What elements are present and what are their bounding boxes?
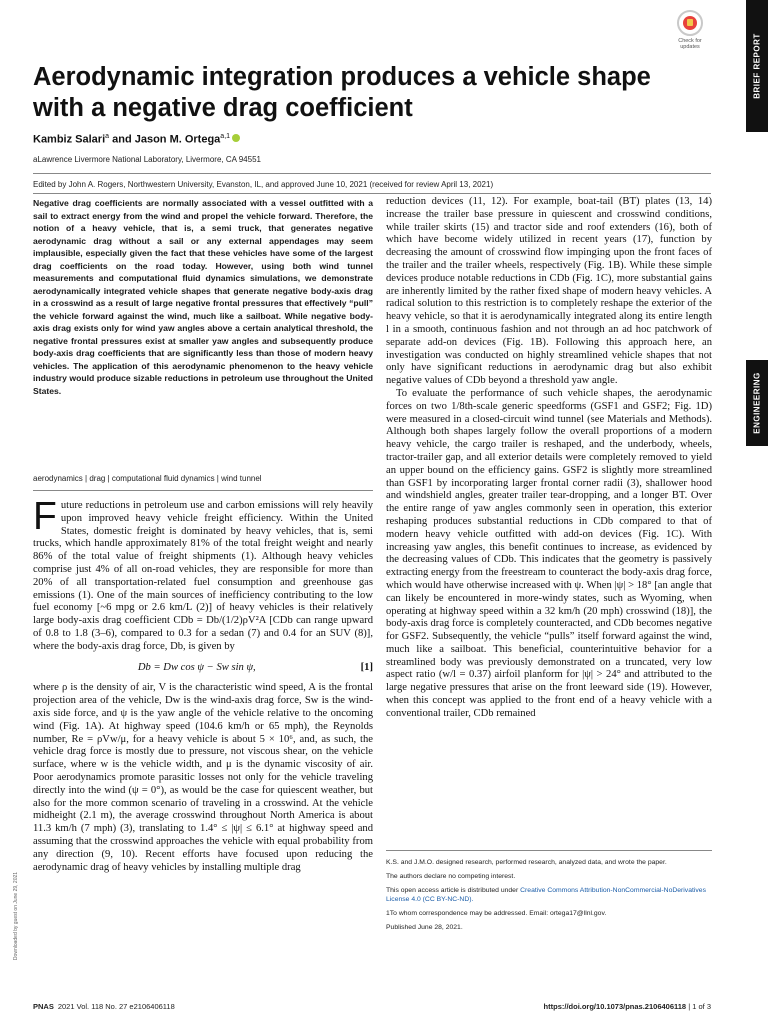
article-title: Aerodynamic integration produces a vehicle shape with a negative drag coefficient [33,63,651,122]
author-list [33,133,240,146]
crossmark-icon [677,10,703,36]
doi-link[interactable]: https://doi.org/10.1073/pnas.2106406118 [543,1002,687,1011]
divider [33,193,711,194]
download-watermark [12,836,20,996]
publication-date: Published June 28, 2021. [386,924,463,931]
body-paragraph [33,495,373,654]
drop-cap: F [33,495,57,538]
brief-report-label: BRIEF REPORT [752,33,762,99]
license-link[interactable]: Creative Commons Attribution-NonCommercial-NoDerivatives License 4.0 (CC BY-NC-ND). [386,887,706,903]
body-column-left [33,495,373,874]
orcid-icon[interactable] [232,134,240,142]
journal-name: PNAS [33,1002,54,1011]
brief-report-tab [746,0,768,132]
body-text: uture reductions in petroleum use and carbon emissions will rely heavily upon improved heavy vehicle freight efficiency. Within the United States, domestic freight is dominated by heavy vehicles, that is, semi trucks, which handle approximately 81% of the total freight weight and nearly 86% of the total value of freight shipments (1). Although heavy vehicles comprise just 4% of all on-road vehicles, they are responsible for more than 20% of all transportation-related fuel consumption and greenhouse gas emissions (1). One of the main sources of inefficiency contributing to the low fuel economy [~6 mpg or 2.6 km/L (2)] of heavy vehicles is their relatively large body-axis drag coefficient CDb = Db/(1/2)ρV²A [CDb can range upward of 0.8 to 1.8 (3–6), compared to 0.3 for a sedan (7) and 0.4 for an SUV (8)], where the body-axis drag force, Db, is given by [33,500,373,652]
author-name[interactable]: Jason M. Ortega [134,133,221,146]
author-affiliation-marker: a,1 [220,133,231,140]
footer-citation [33,1002,175,1011]
page-number: | 1 of 3 [686,1002,711,1011]
author-name[interactable]: Kambiz Salari [33,133,106,146]
equation-text: Db = Dw cos ψ − Sw sin ψ, [137,661,256,673]
affiliation: aLawrence Livermore National Laboratory, Livermore, CA 94551 [33,155,261,164]
author-affiliation-marker: a [105,133,110,140]
significance-abstract: Negative drag coefficients are normally associated with a vessel outfitted with a sail to extract energy from the wind and propel the vehicle forward. Therefore, the notion of a heavy vehicle, that is, a semi truck, that generates negative aerodynamic drag without a sail or any external appendages may seem implausible, especially given the fact that these vehicles have some of the largest drag coefficients on the road today. However, using both wind tunnel measurements and computational fluid dynamics simulations, we demonstrate aerodynamically integrated vehicle shapes that generate negative body-axis drag in a crosswind as a result of large negative frontal pressures that effectively “pull” the vehicle forward against the wind, much like a sailboat. While negative body-axis drag exists only for wind yaw angles above a certain analytical threshold, the negative frontal pressures exist at smaller yaw angles and subsequently produce body-axis drag coefficients that are significantly less than those of modern heavy vehicles. The application of this aerodynamic phenomenon to the heavy vehicle industry would produce sizable reductions in petroleum use throughout the United States. [33,198,373,396]
body-paragraph: reduction devices (11, 12). For example, boat-tail (BT) plates (13, 14) increase the trailer base pressure in quiescent and crosswind conditions, while trailer skirts (15) and tractor side and roof extenders (16), both of which have become widely utilized in recent years (17), function by decreasing the amount of crosswind flow impinging upon the front faces of the trailer and the trailer wheels, respectively (Fig. 1B). While these simple devices produce notable reductions in CDb (Fig. 1C), more substantial gains are inherently limited by the rather fixed shape of modern heavy vehicles. A radical solution to this restriction is to completely reshape the exterior of the heavy vehicle, so that it is aerodynamically integrated along its entire length l in a smooth, continuous fashion and not through an ad hoc patchwork of separate add-on devices (Fig. 1B). Following this approach here, an investigation was conducted on highly streamlined vehicle shapes that not only have significant reductions in aerodynamic drag but also exhibit negative values of CDb beyond a threshold yaw angle. [386,196,712,387]
keywords: aerodynamics | drag | computational fluid dynamics | wind tunnel [33,474,262,483]
body-column-right [386,196,712,721]
divider [33,490,373,491]
download-watermark-text: Downloaded by guest on June 29, 2021 [13,871,19,961]
author-conjunction: and [109,133,135,146]
footnotes [386,858,712,937]
body-paragraph: To evaluate the performance of such vehicle shapes, the aerodynamic forces on two 1/8th-scale generic speedforms (GSF1 and GSF2; Fig. 1D) were measured in a closed-circuit wind tunnel (see Materials and Methods). Although both shapes largely follow the overall proportions of a modern heavy vehicle, the cargo trailer is reshaped, and the underbody, wheels, tractor-trailer gap, and all exterior details were completely removed to yield an upper bound on the efficiency gains. GSF2 is slightly more streamlined than GSF1 by incorporating larger frontal corner radii (3), shallower hood and windshield angles, greater trailer tear-dropping, and a longer BT. Over the entire range of yaw angles commonly seen in operation, this exterior reshaping produces substantial reductions in CDb compared to that of modern heavy vehicle outfitted with add-on devices (Fig. 1C). With increasing yaw angles, this benefit continues to increase, as evidenced by the decreasing values of CDb. This indicates that the geometry is passively extracting energy from the freestream to counteract the body-axis drag force, which would have otherwise increased with ψ. When |ψ| > 18° [an angle that can likely be encountered in more-windy states, such as Wyoming, when operating at highway speed within a 32 km/h (20 mph) crosswind (18)], the body-axis drag force is completely counteracted, and CDb becomes negative for GSF2. Subsequently, the vehicle “pulls” itself forward against the wind, much like a sailboat. This beneficial, counterintuitive behavior for a streamlined body was previously demonstrated on a truncated, very low aspect ratio (w/l = 0.37) airfoil planform for |ψ| > 24° and attributed to the large negative pressures that arise on the front leeward side (19). However, when this concept was applied to the front end of a heavy vehicle with a conventional trailer, CDb remained [386,387,713,719]
edited-by-line: Edited by John A. Rogers, Northwestern University, Evanston, IL, and approved June 10, 2021 (received for review April 13, 2021) [33,180,494,189]
engineering-label: ENGINEERING [752,372,762,434]
license-note [386,886,712,904]
page-footer [33,1002,711,1014]
equation-1 [33,662,373,675]
check-for-updates-label: Check for updates [678,38,702,50]
correspondence: 1To whom correspondence may be addressed. Email: ortega17@llnl.gov. [386,910,607,917]
divider [33,173,711,174]
license-text: This open access article is distributed under [386,887,521,894]
body-paragraph: where ρ is the density of air, V is the characteristic wind speed, A is the frontal projection area of the vehicle, Dw is the wind-axis drag force, Sw is the wind-axis side force, and ψ is the yaw angle of the vehicle relative to the oncoming wind (Fig. 1A). At highway speed (104.6 km/h or 65 mph), the Reynolds number, Re = ρVw/μ, for a heavy vehicle is about 5 × 10⁶, and, as such, the vehicle drag force is mostly due to pressure, not viscous shear, on the vehicle surface, where w is the vehicle width, and μ is the dynamic viscosity of air. Poor aerodynamics promote parasitic losses not only for the vehicle traveling directly into the wind (ψ = 0°), as would be the case for quiescent weather, but also for the more common scenario of traveling in a crosswind. At the vehicle midheight (2.1 m), the average crosswind throughout North America is about 11.3 km/h (7 mph) (3), translating to 1.4° ≤ |ψ| ≤ 6.1° at highway speed and assuming that the crosswind approaches the vehicle with equal probability from any direction (9, 10). Recent efforts have focused upon reducing the aerodynamic drag of heavy vehicles by installing multiple drag [33,682,373,873]
equation-number: [1] [360,661,373,673]
citation-text: 2021 Vol. 118 No. 27 e2106406118 [57,1002,175,1011]
check-for-updates-badge[interactable] [668,10,712,50]
author-contributions: K.S. and J.M.O. designed research, performed research, analyzed data, and wrote the paper. [386,859,667,866]
engineering-tab [746,360,768,446]
footnote-divider [386,850,712,851]
footer-doi [544,1002,711,1011]
competing-interest: The authors declare no competing interest. [386,873,516,880]
